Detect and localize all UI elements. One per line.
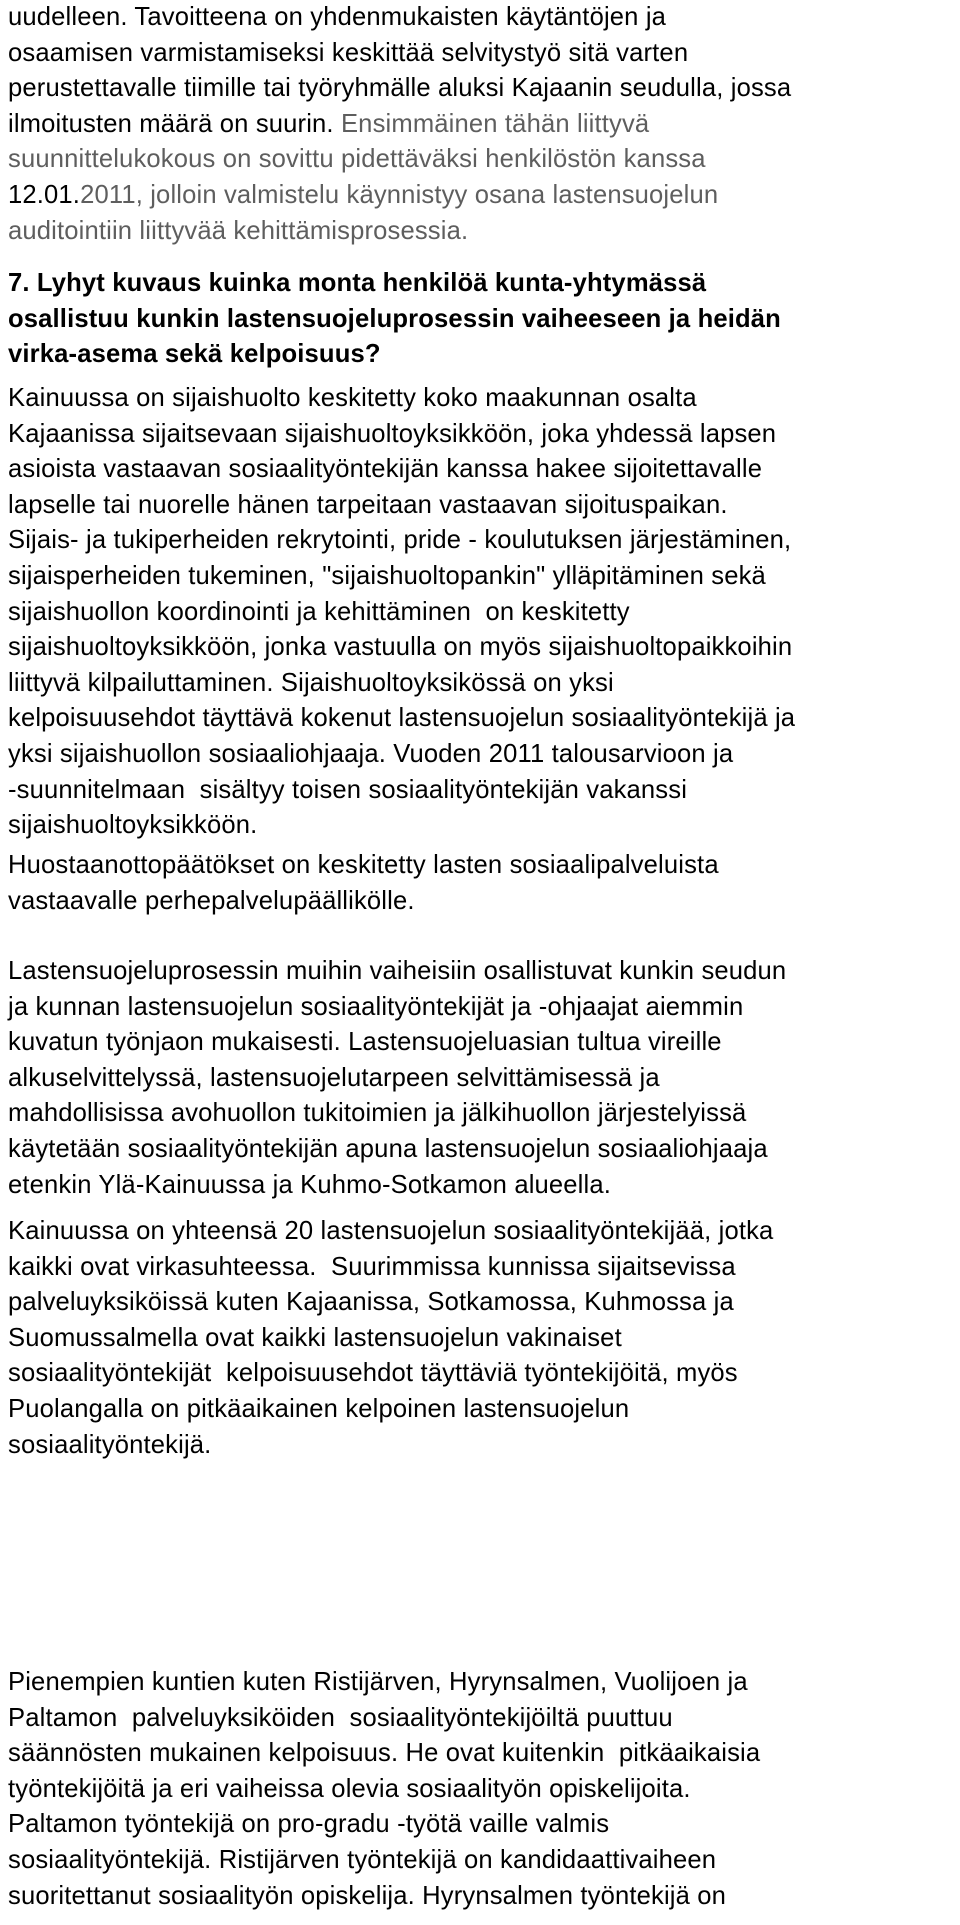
heading-line: osallistuu kunkin lastensuojeluprosessin vaiheeseen ja heidän <box>8 304 781 333</box>
text-line: -suunnitelmaan sisältyy toisen sosiaalityöntekijän vakanssi <box>8 775 688 804</box>
text-line: työntekijöitä ja eri vaiheissa olevia sosiaalityön opiskelijoita. <box>8 1774 691 1803</box>
text-line: sijaishuoltoyksikköön, jonka vastuulla on myös sijaishuoltopaikkoihin <box>8 633 793 662</box>
text-line: Paltamon palveluyksiköiden sosiaalityöntekijöiltä puuttuu <box>8 1703 673 1732</box>
text-line: suoritettanut sosiaalityön opiskelija. Hyrynsalmen työntekijä on <box>8 1881 727 1910</box>
text-line: mahdollisissa avohuollon tukitoimien ja jälkihuollon järjestelyissä <box>8 1099 747 1128</box>
intro-paragraph <box>8 0 958 249</box>
text-line: Pienempien kuntien kuten Ristijärven, Hyrynsalmen, Vuolijoen ja <box>8 1668 748 1696</box>
paragraph-huostaanotto <box>8 848 958 919</box>
text-line: uudelleen. Tavoitteena on yhdenmukaisten käytäntöjen ja <box>8 3 667 31</box>
paragraph-sosiaalityontekijat <box>8 1214 958 1463</box>
text-line: sosiaalityöntekijä. Ristijärven työntekijä on kandidaattivaiheen <box>8 1845 717 1874</box>
text-line: ja kunnan lastensuojelun sosiaalityöntekijät ja -ohjaajat aiemmin <box>8 992 744 1021</box>
text-line: sosiaalityöntekijä. <box>8 1430 212 1459</box>
text-line: palveluyksiköissä kuten Kajaanissa, Sotkamossa, Kuhmossa ja <box>8 1288 734 1317</box>
text-line <box>8 178 958 214</box>
text-line: Paltamon työntekijä on pro-gradu -työtä vaille valmis <box>8 1810 610 1839</box>
text-line: sosiaalityöntekijät kelpoisuusehdot täyttäviä työntekijöitä, myös <box>8 1359 738 1388</box>
text-line: sijaishuollon koordinointi ja kehittäminen on keskitetty <box>8 597 630 626</box>
text-line: Huostaanottopäätökset on keskitetty lasten sosiaalipalveluista <box>8 851 719 879</box>
text-segment: 12.01. <box>8 180 81 209</box>
text-segment-gray: 2011, jolloin valmistelu käynnistyy osana lastensuojelun <box>80 180 719 209</box>
text-line: etenkin Ylä-Kainuussa ja Kuhmo-Sotkamon alueella. <box>8 1170 612 1199</box>
text-line: liittyvä kilpailuttaminen. Sijaishuoltoyksikössä on yksi <box>8 668 614 697</box>
text-line: Suomussalmella ovat kaikki lastensuojelun vakinaiset <box>8 1323 622 1352</box>
text-line <box>8 107 958 143</box>
text-line: Puolangalla on pitkäaikainen kelpoinen lastensuojelun <box>8 1394 630 1423</box>
text-line: Sijais- ja tukiperheiden rekrytointi, pride - koulutuksen järjestäminen, <box>8 526 792 555</box>
paragraph-pienemmat-kunnat <box>8 1665 958 1914</box>
text-line: suunnittelukokous on sovittu pidettäväksi henkilöstön kanssa <box>8 145 706 174</box>
text-line: kaikki ovat virkasuhteessa. Suurimmissa kunnissa sijaitsevissa <box>8 1252 736 1281</box>
text-line: sijaishuoltoyksikköön. <box>8 811 258 840</box>
paragraph-sijaishuolto <box>8 381 958 844</box>
text-line: Lastensuojeluprosessin muihin vaiheisiin osallistuvat kunkin seudun <box>8 957 787 985</box>
text-line: kuvatun työnjaon mukaisesti. Lastensuojeluasian tultua vireille <box>8 1028 722 1057</box>
text-line: Kainuussa on yhteensä 20 lastensuojelun sosiaalityöntekijää, jotka <box>8 1217 774 1245</box>
text-line: auditointiin liittyvää kehittämisprosessia. <box>8 216 469 245</box>
paragraph-lastensuojeluprosessi <box>8 954 958 1203</box>
text-line: kelpoisuusehdot täyttävä kokenut lastensuojelun sosiaalityöntekijä ja <box>8 704 796 733</box>
question-heading <box>8 266 958 373</box>
text-line: asioista vastaavan sosiaalityöntekijän kanssa hakee sijoitettavalle <box>8 455 763 484</box>
heading-line: virka-asema sekä kelpoisuus? <box>8 340 381 369</box>
text-line: yksi sijaishuollon sosiaaliohjaaja. Vuoden 2011 talousarvioon ja <box>8 739 734 768</box>
text-line: alkuselvittelyssä, lastensuojelutarpeen selvittämisessä ja <box>8 1063 660 1092</box>
text-segment: ilmoitusten määrä on suurin. <box>8 109 334 138</box>
text-line: lapselle tai nuorelle hänen tarpeitaan vastaavan sijoituspaikan. <box>8 490 728 519</box>
text-segment-gray: Ensimmäinen tähän liittyvä <box>333 109 650 138</box>
text-line: osaamisen varmistamiseksi keskittää selvitystyö sitä varten <box>8 38 689 67</box>
text-line: käytetään sosiaalityöntekijän apuna lastensuojelun sosiaaliohjaaja <box>8 1134 768 1163</box>
text-line: Kainuussa on sijaishuolto keskitetty koko maakunnan osalta <box>8 384 697 412</box>
heading-line: 7. Lyhyt kuvaus kuinka monta henkilöä kunta-yhtymässä <box>8 269 707 297</box>
text-line: sijaisperheiden tukeminen, "sijaishuoltopankin" ylläpitäminen sekä <box>8 561 766 590</box>
text-line: vastaavalle perhepalvelupäällikölle. <box>8 886 415 915</box>
text-line: perustettavalle tiimille tai työryhmälle aluksi Kajaanin seudulla, jossa <box>8 74 792 103</box>
text-line: säännösten mukainen kelpoisuus. He ovat kuitenkin pitkäaikaisia <box>8 1739 761 1768</box>
text-line: Kajaanissa sijaitsevaan sijaishuoltoyksikköön, joka yhdessä lapsen <box>8 419 777 448</box>
